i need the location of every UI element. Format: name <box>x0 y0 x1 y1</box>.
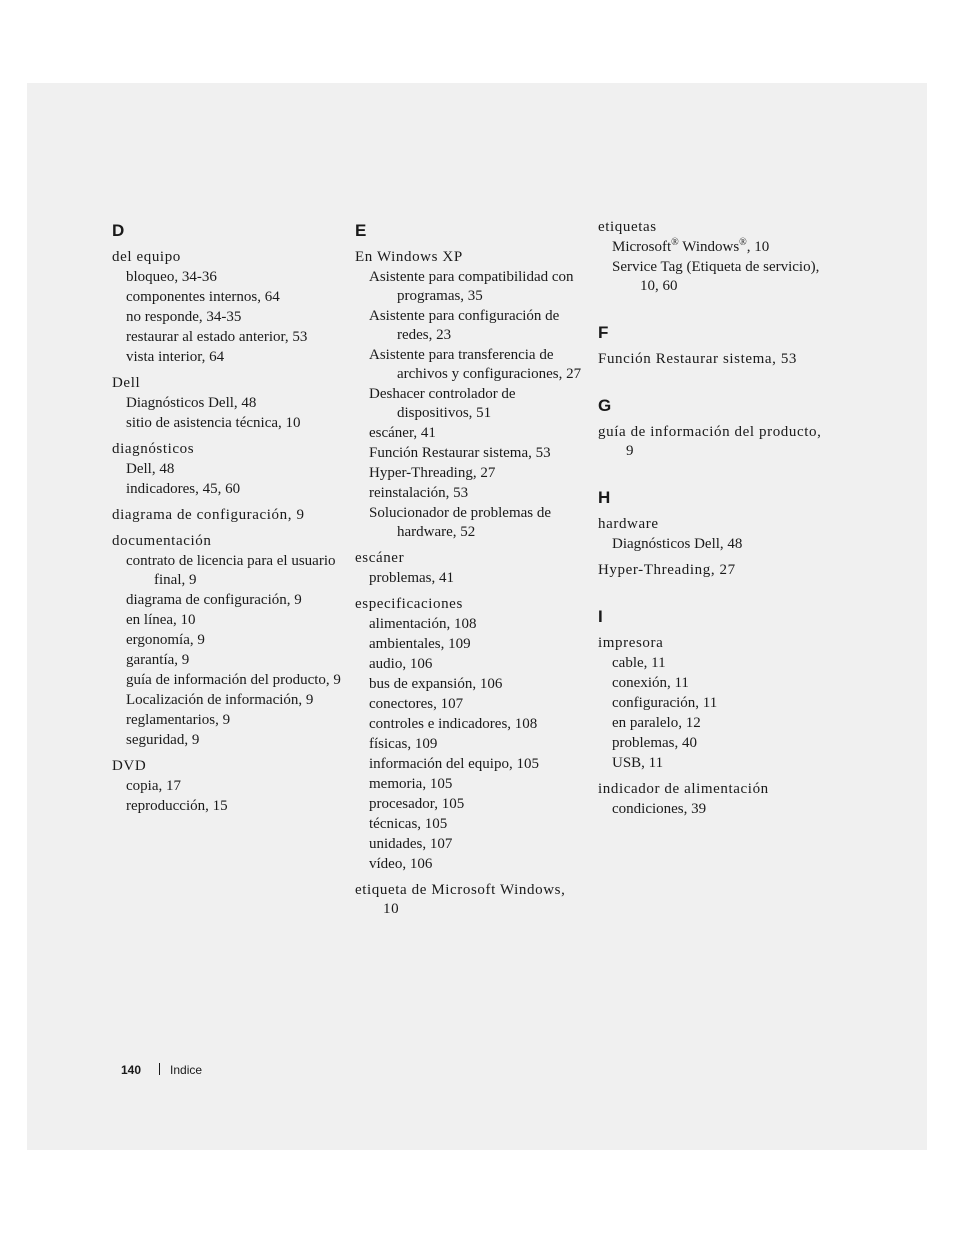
index-subentry: técnicas, 105 <box>369 816 448 832</box>
index-subentry: Asistente para configuración de redes, 23 <box>369 308 560 343</box>
index-subentry: bus de expansión, 106 <box>369 676 503 692</box>
index-entry: escáner <box>355 550 405 566</box>
index-subentry: diagrama de configuración, 9 <box>126 592 302 608</box>
index-subentry: Deshacer controlador de dispositivos, 51 <box>369 386 516 421</box>
index-entry: etiquetas <box>598 219 657 235</box>
index-subentry: Solucionador de problemas de hardware, 52 <box>369 505 552 540</box>
index-subentry: Asistente para compatibilidad con programas, 35 <box>369 269 574 304</box>
index-subentry: Función Restaurar sistema, 53 <box>369 445 551 461</box>
index-entry: Hyper-Threading, 27 <box>598 562 736 578</box>
index-subentry: Localización de información, 9 <box>126 692 314 708</box>
index-entry: especificaciones <box>355 596 463 612</box>
index-letter-heading: E <box>355 221 367 240</box>
index-subentry: condiciones, 39 <box>612 801 707 817</box>
index-subentry: copia, 17 <box>126 778 181 794</box>
index-subentry: memoria, 105 <box>369 776 453 792</box>
index-subentry: controles e indicadores, 108 <box>369 716 538 732</box>
index-subentry: cable, 11 <box>612 655 666 671</box>
index-entry: indicador de alimentación <box>598 781 769 797</box>
index-subentry: Service Tag (Etiqueta de servicio), 10, 60 <box>612 259 820 294</box>
page-number: 140 <box>121 1063 142 1077</box>
index-subentry: Diagnósticos Dell, 48 <box>612 536 743 552</box>
page-footer <box>121 1062 202 1078</box>
index-subentry: garantía, 9 <box>126 652 190 668</box>
index-subentry: conectores, 107 <box>369 696 464 712</box>
index-entry: documentación <box>112 533 212 549</box>
index-subentry: no responde, 34-35 <box>126 309 242 325</box>
index-subentry: en paralelo, 12 <box>612 715 701 731</box>
index-subentry: vista interior, 64 <box>126 349 225 365</box>
index-subentry: vídeo, 106 <box>369 856 433 872</box>
index-page <box>27 83 927 1150</box>
index-entry: DVD <box>112 758 147 774</box>
index-subentry: unidades, 107 <box>369 836 453 852</box>
index-entry: diagrama de configuración, 9 <box>112 507 305 523</box>
index-entry: Dell <box>112 375 141 391</box>
index-subentry: conexión, 11 <box>612 675 689 691</box>
index-entry: hardware <box>598 516 659 532</box>
index-entry: del equipo <box>112 249 181 265</box>
index-subentry: restaurar al estado anterior, 53 <box>126 329 308 345</box>
index-subentry: información del equipo, 105 <box>369 756 539 772</box>
index-subentry: indicadores, 45, 60 <box>126 481 241 497</box>
index-column-2 <box>355 218 585 919</box>
index-entry: impresora <box>598 635 664 651</box>
index-subentry: físicas, 109 <box>369 736 438 752</box>
index-subentry: audio, 106 <box>369 656 433 672</box>
index-letter-heading: I <box>598 607 603 626</box>
index-subentry: contrato de licencia para el usuario final, 9 <box>126 553 336 588</box>
index-subentry: reinstalación, 53 <box>369 485 469 501</box>
index-column-3 <box>598 218 828 819</box>
index-subentry: componentes internos, 64 <box>126 289 280 305</box>
index-subentry: USB, 11 <box>612 755 664 771</box>
index-subentry: Dell, 48 <box>126 461 175 477</box>
index-subentry: en línea, 10 <box>126 612 196 628</box>
index-subentry: Diagnósticos Dell, 48 <box>126 395 257 411</box>
footer-section-title: Indice <box>170 1063 203 1077</box>
index-subentry: configuración, 11 <box>612 695 718 711</box>
index-subentry: ambientales, 109 <box>369 636 471 652</box>
index-subentry: escáner, 41 <box>369 425 436 441</box>
index-subentry: sitio de asistencia técnica, 10 <box>126 415 301 431</box>
index-subentry: seguridad, 9 <box>126 732 200 748</box>
index-letter-heading: F <box>598 323 609 342</box>
index-column-1 <box>112 218 342 816</box>
index-subentry: alimentación, 108 <box>369 616 477 632</box>
index-subentry: guía de información del producto, 9 <box>126 672 341 688</box>
index-subentry: Hyper-Threading, 27 <box>369 465 496 481</box>
index-letter-heading: D <box>112 221 125 240</box>
index-entry: En Windows XP <box>355 249 463 265</box>
index-subentry: reglamentarios, 9 <box>126 712 231 728</box>
index-letter-heading: G <box>598 396 612 415</box>
index-entry: Función Restaurar sistema, 53 <box>598 351 798 367</box>
index-subentry: bloqueo, 34-36 <box>126 269 217 285</box>
index-subentry: reproducción, 15 <box>126 798 228 814</box>
index-subentry: procesador, 105 <box>369 796 465 812</box>
footer-divider <box>159 1063 160 1075</box>
index-entry: guía de información del producto, 9 <box>598 424 822 459</box>
index-subentry: problemas, 41 <box>369 570 454 586</box>
index-subentry: Asistente para transferencia de archivos y configuraciones, 27 <box>369 347 582 382</box>
index-entry: etiqueta de Microsoft Windows, 10 <box>355 882 566 917</box>
index-subentry: ergonomía, 9 <box>126 632 205 648</box>
index-subentry: Microsoft® Windows®, 10 <box>612 237 770 255</box>
index-entry: diagnósticos <box>112 441 195 457</box>
index-subentry: problemas, 40 <box>612 735 697 751</box>
index-letter-heading: H <box>598 488 611 507</box>
